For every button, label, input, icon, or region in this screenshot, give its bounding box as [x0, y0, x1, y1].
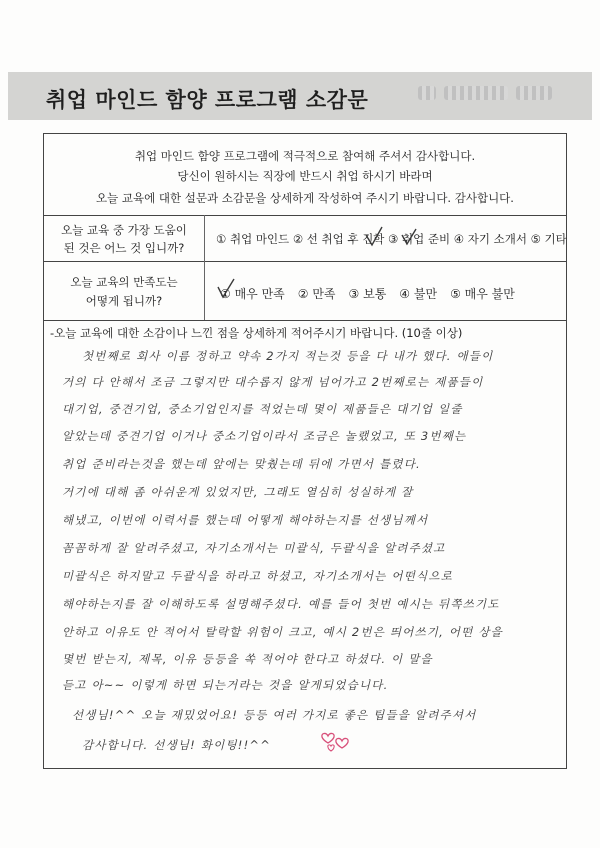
handwritten-line: 꼼꼼하게 잘 알려주셨고, 자기소개서는 미괄식, 두괄식을 알려주셨고 [62, 541, 446, 555]
handwritten-line: 거기에 대해 좀 아쉬운게 있었지만, 그래도 열심히 성실하게 잘 [62, 485, 414, 499]
handwritten-line: 해냈고, 이번에 이력서를 했는데 어떻게 해야하는지를 선생님께서 [62, 513, 429, 527]
essay-prompt: -오늘 교육에 대한 소감이나 느낀 점을 상세하게 적어주시기 바랍니다. (10줄 이상) [50, 326, 463, 340]
handwritten-line: 선생님!^^ 오늘 재밌었어요! 등등 여러 가지로 좋은 팁들을 알려주셔서 [72, 708, 477, 722]
question-line-1: 오늘 교육의 만족도는 [70, 275, 178, 289]
handwritten-line: 첫번째로 회사 이름 정하고 약속 2가지 적는것 등을 다 내가 했다. 애들이 [82, 349, 494, 363]
page-title: 취업 마인드 함양 프로그램 소감문 [46, 88, 369, 112]
handwritten-line: 해야하는지를 잘 이해하도록 설명해주셨다. 예를 들어 첫번 예시는 뒤쪽쓰기도 [62, 597, 500, 611]
option-neutral: ③ 보통 [348, 287, 387, 301]
question-line-1: 오늘 교육 중 가장 도움이 [61, 223, 187, 237]
handwritten-line: 거의 다 안해서 조금 그렇지만 대수롭지 않게 넘어가고 2번째로는 제품들이 [62, 375, 484, 389]
handwritten-line: 감사합니다. 선생님! 화이팅!!^^ [82, 738, 272, 752]
handwritten-line: 미괄식은 하지말고 두괄식을 하라고 하셨고, 자기소개서는 어떤식으로 [62, 569, 453, 583]
option-very-satisfied: ① 매우 만족 [220, 287, 285, 301]
handwritten-line: 듣고 아~~ 이렇게 하면 되는거라는 것을 알게되었습니다. [62, 678, 389, 692]
redacted-name [418, 86, 436, 100]
intro-line-2: 당신이 원하시는 직장에 반드시 취업 하시기 바라며 [177, 169, 433, 183]
handwritten-line: 알았는데 중견기업 이거나 중소기업이라서 조금은 놀랬었고, 또 3번째는 [62, 429, 467, 443]
handwritten-line: 취업 준비라는것을 했는데 앞에는 맞췄는데 뒤에 가면서 틀렸다. [62, 457, 421, 471]
question-row-most-helpful [44, 215, 566, 262]
question-cell [44, 261, 205, 320]
handwritten-line: 대기업, 중견기업, 중소기업인지를 적었는데 몇이 제품들은 대기업 일줄 [62, 402, 463, 416]
intro-line-3: 오늘 교육에 대한 설문과 소감문을 상세하게 작성하여 주시기 바랍니다. 감사합니다. [96, 191, 514, 205]
check-mark-icon [344, 223, 444, 253]
answer-options: ① 취업 마인드 ② 선 취업 후 진학 ③ 취업 준비 ④ 자기 소개서 ⑤ 기타 [216, 232, 567, 246]
option-satisfied: ② 만족 [297, 287, 336, 301]
option-dissatisfied: ④ 불만 [399, 287, 438, 301]
survey-form [43, 133, 567, 769]
intro-line-1: 취업 마인드 함양 프로그램에 적극적으로 참여해 주셔서 감사합니다. [134, 149, 476, 163]
redacted-name [444, 86, 508, 100]
handwritten-line: 안하고 이유도 안 적어서 탈락할 위험이 크고, 예시 2번은 띄어쓰기, 어떤 상을 [62, 625, 503, 639]
question-row-satisfaction [44, 261, 566, 321]
answer-options [220, 285, 528, 302]
question-cell [44, 215, 205, 261]
intro-section [44, 134, 566, 216]
question-line-2: 된 것은 어느 것 입니까? [63, 241, 185, 255]
handwritten-line: 몇번 받는지, 제목, 이유 등등을 쏙 적어야 한다고 하셨다. 이 말을 [62, 652, 433, 666]
check-mark-icon [214, 275, 238, 305]
question-line-2: 어떻게 됩니까? [85, 294, 163, 308]
heart-doodle-icon [318, 726, 358, 756]
option-very-dissatisfied: ⑤ 매우 불만 [450, 287, 515, 301]
redacted-name [516, 86, 552, 100]
